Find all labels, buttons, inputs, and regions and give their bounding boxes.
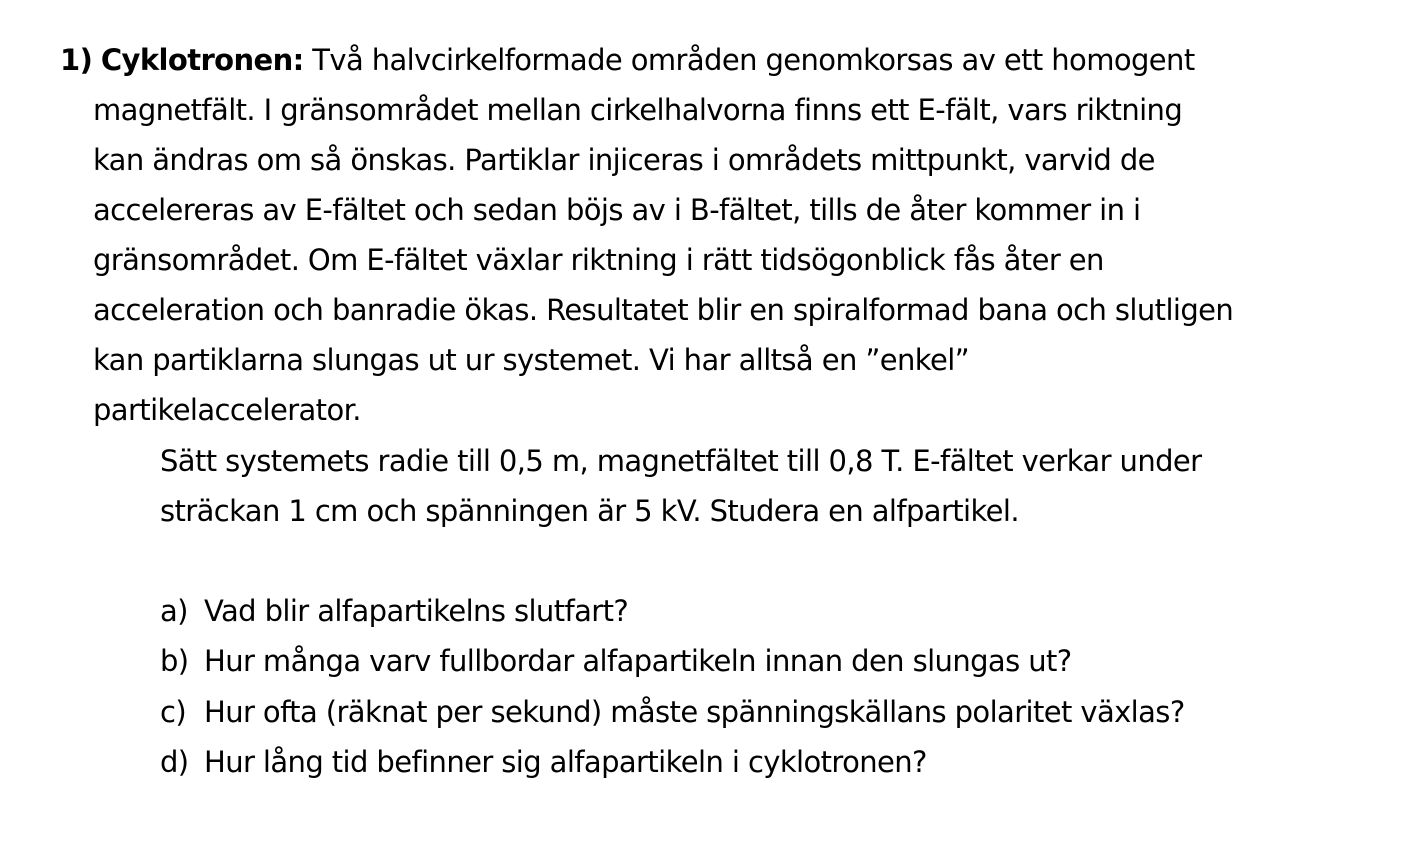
given-line-2: sträckan 1 cm och spänningen är 5 kV. Studera en alfpartikel.: [160, 494, 1019, 528]
problem-heading-line: [60, 42, 1195, 78]
question-label: d): [160, 745, 189, 779]
question-label: c): [160, 695, 187, 729]
intro-line-3: kan ändras om så önskas. Partiklar injiceras i områdets mittpunkt, varvid de: [93, 143, 1155, 177]
question-b: [160, 643, 1072, 679]
question-label: a): [160, 594, 188, 628]
question-d: [160, 744, 927, 780]
intro-line-5: gränsområdet. Om E-fältet växlar riktning i rätt tidsögonblick fås åter en: [93, 243, 1104, 277]
question-a: [160, 593, 628, 629]
question-text: Hur ofta (räknat per sekund) måste spänningskällans polaritet växlas?: [204, 695, 1185, 729]
question-text: Vad blir alfapartikelns slutfart?: [204, 594, 629, 628]
problem-number: 1): [60, 43, 93, 77]
question-c: [160, 694, 1185, 730]
intro-line-7: kan partiklarna slungas ut ur systemet. Vi har alltså en ”enkel”: [93, 343, 970, 377]
intro-line-2: magnetfält. I gränsområdet mellan cirkelhalvorna finns ett E-fält, vars riktning: [93, 93, 1183, 127]
question-text: Hur många varv fullbordar alfapartikeln innan den slungas ut?: [204, 644, 1072, 678]
intro-line-6: acceleration och banradie ökas. Resultatet blir en spiralformad bana och slutligen: [93, 293, 1234, 327]
intro-line-8: partikelaccelerator.: [93, 393, 361, 427]
given-line-1: Sätt systemets radie till 0,5 m, magnetfältet till 0,8 T. E-fältet verkar under: [160, 444, 1202, 478]
question-label: b): [160, 644, 189, 678]
question-text: Hur lång tid befinner sig alfapartikeln i cyklotronen?: [204, 745, 927, 779]
intro-line-4: accelereras av E-fältet och sedan böjs av i B-fältet, tills de åter kommer in i: [93, 193, 1141, 227]
problem-title: Cyklotronen:: [100, 43, 304, 77]
intro-line-1: Två halvcirkelformade områden genomkorsas av ett homogent: [312, 43, 1195, 77]
